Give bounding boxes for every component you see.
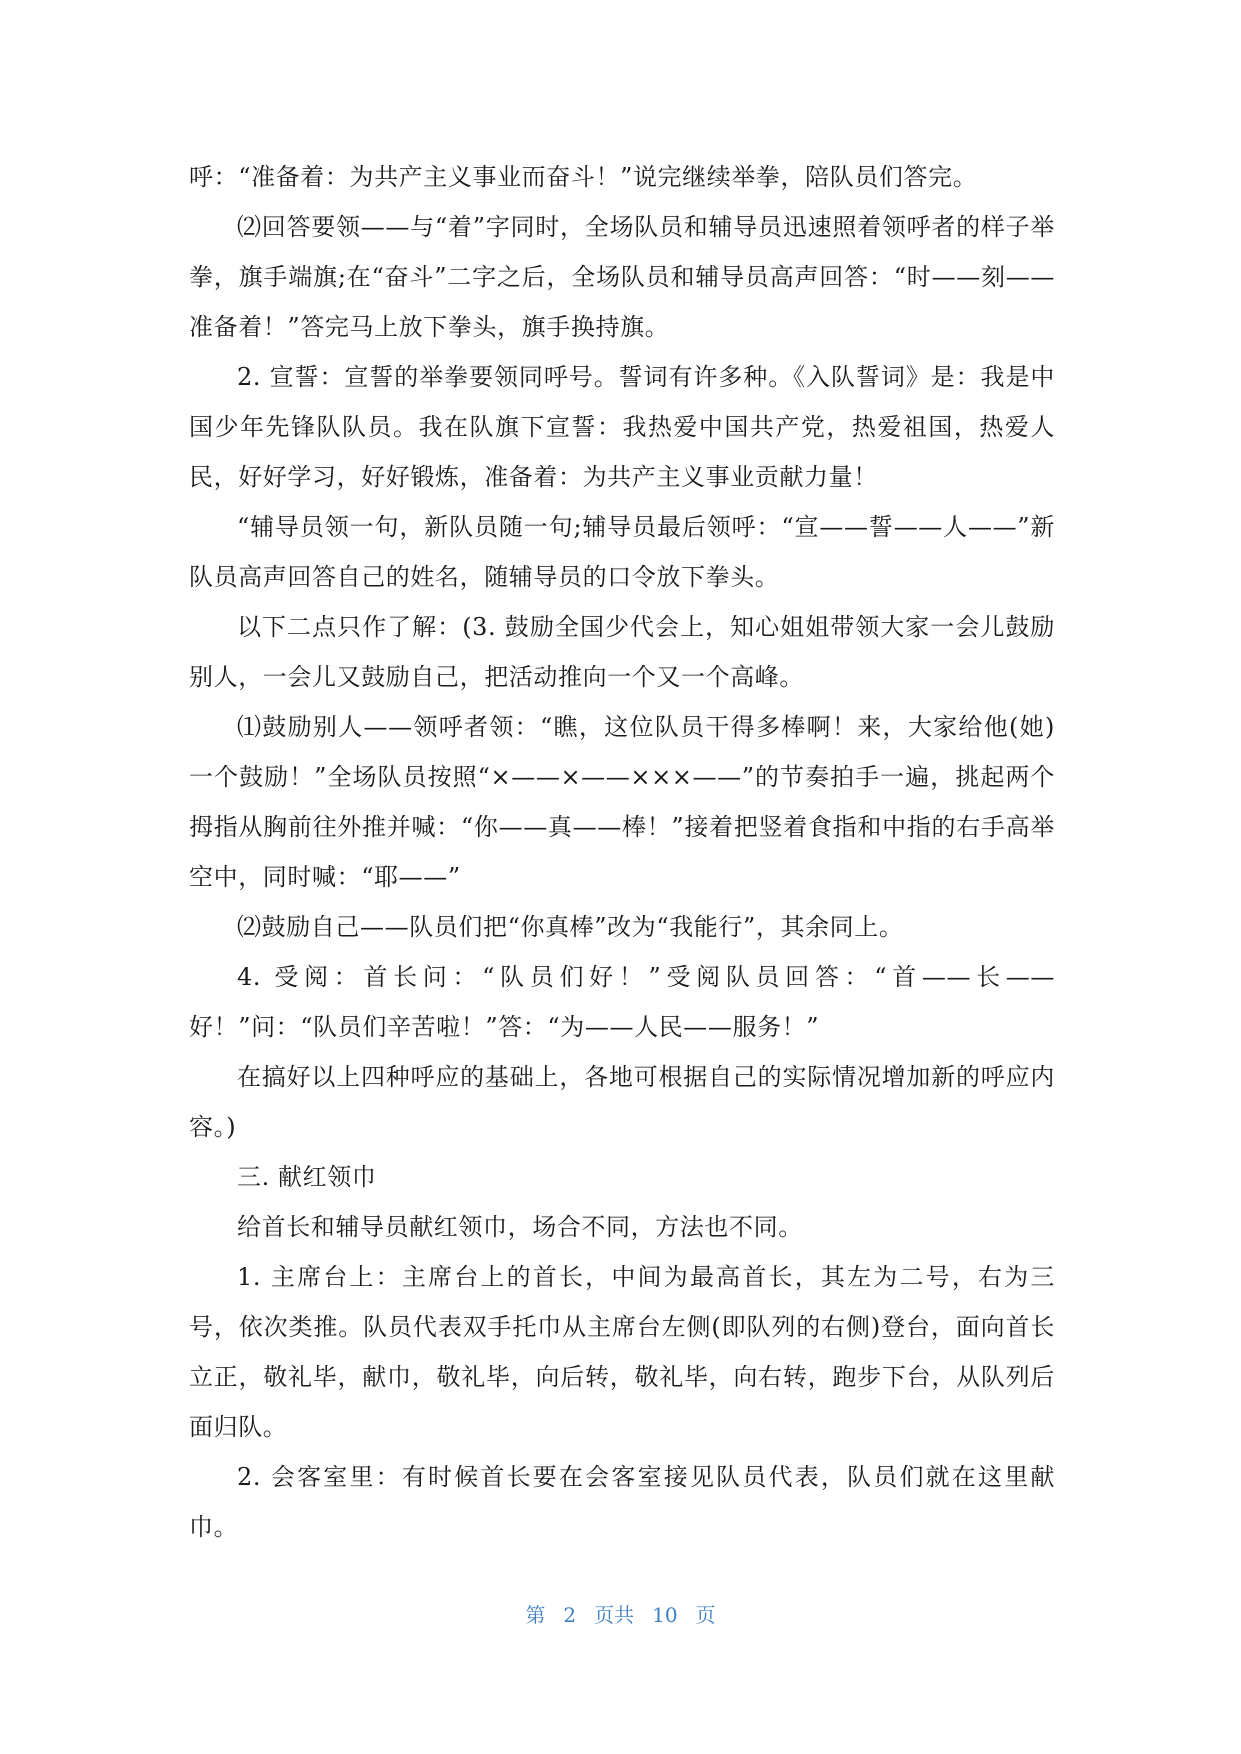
footer-total-pages: 10 [652, 1603, 678, 1627]
paragraph: 在搞好以上四种呼应的基础上，各地可根据自己的实际情况增加新的呼应内容。) [189, 1063, 1055, 1141]
footer-current-page: 2 [563, 1603, 577, 1627]
paragraph: ⑵鼓励自己——队员们把“你真棒”改为“我能行”，其余同上。 [237, 913, 904, 941]
paragraph: ⑴鼓励别人——领呼者领：“瞧，这位队员干得多棒啊！来，大家给他(她)一个鼓励！”全场队员按照“×——×——×××——”的节奏拍手一遍，挑起两个拇指从胸前往外推并喊：“你——真——棒！”接着把竖着食指和中指的右手高举空中，同时喊：“耶——” [189, 713, 1055, 891]
paragraph: 呼：“准备着：为共产主义事业而奋斗！”说完继续举拳，陪队员们答完。 [189, 163, 978, 191]
paragraph: “辅导员领一句，新队员随一句;辅导员最后领呼：“宣——誓——人——”新队员高声回答自己的姓名，随辅导员的口令放下拳头。 [189, 513, 1055, 591]
paragraph: 给首长和辅导员献红领巾，场合不同，方法也不同。 [237, 1213, 803, 1241]
paragraph: 2. 宣誓：宣誓的举拳要领同呼号。誓词有许多种。《入队誓词》是：我是中国少年先锋队队员。我在队旗下宣誓：我热爱中国共产党，热爱祖国，热爱人民，好好学习，好好锻炼，准备着：为共产主义事业贡献力量！ [189, 363, 1055, 491]
page-footer [0, 1600, 1241, 1630]
paragraph: 以下二点只作了解：(3. 鼓励全国少代会上，知心姐姐带领大家一会儿鼓励别人，一会儿又鼓励自己，把活动推向一个又一个高峰。 [189, 613, 1055, 691]
paragraph: ⑵回答要领——与“着”字同时，全场队员和辅导员迅速照着领呼者的样子举拳，旗手端旗;在“奋斗”二字之后，全场队员和辅导员高声回答：“时——刻——准备着！”答完马上放下拳头，旗手换持旗。 [189, 213, 1055, 341]
paragraph: 2. 会客室里：有时候首长要在会客室接见队员代表，队员们就在这里献巾。 [189, 1463, 1055, 1541]
section-heading: 三. 献红领巾 [237, 1163, 377, 1191]
paragraph: 1. 主席台上：主席台上的首长，中间为最高首长，其左为二号，右为三号，依次类推。队员代表双手托巾从主席台左侧(即队列的右侧)登台，面向首长立正，敬礼毕，献巾，敬礼毕，向后转，敬礼毕，向右转，跑步下台，从队列后面归队。 [189, 1263, 1055, 1441]
document-body [189, 152, 1055, 1552]
footer-prefix: 第 [525, 1603, 546, 1627]
footer-middle: 页共 [594, 1603, 635, 1627]
footer-suffix: 页 [695, 1603, 716, 1627]
paragraph: 4. 受阅：首长问：“队员们好！”受阅队员回答：“首——长——好！”问：“队员们辛苦啦！”答：“为——人民——服务！” [189, 963, 1055, 1041]
